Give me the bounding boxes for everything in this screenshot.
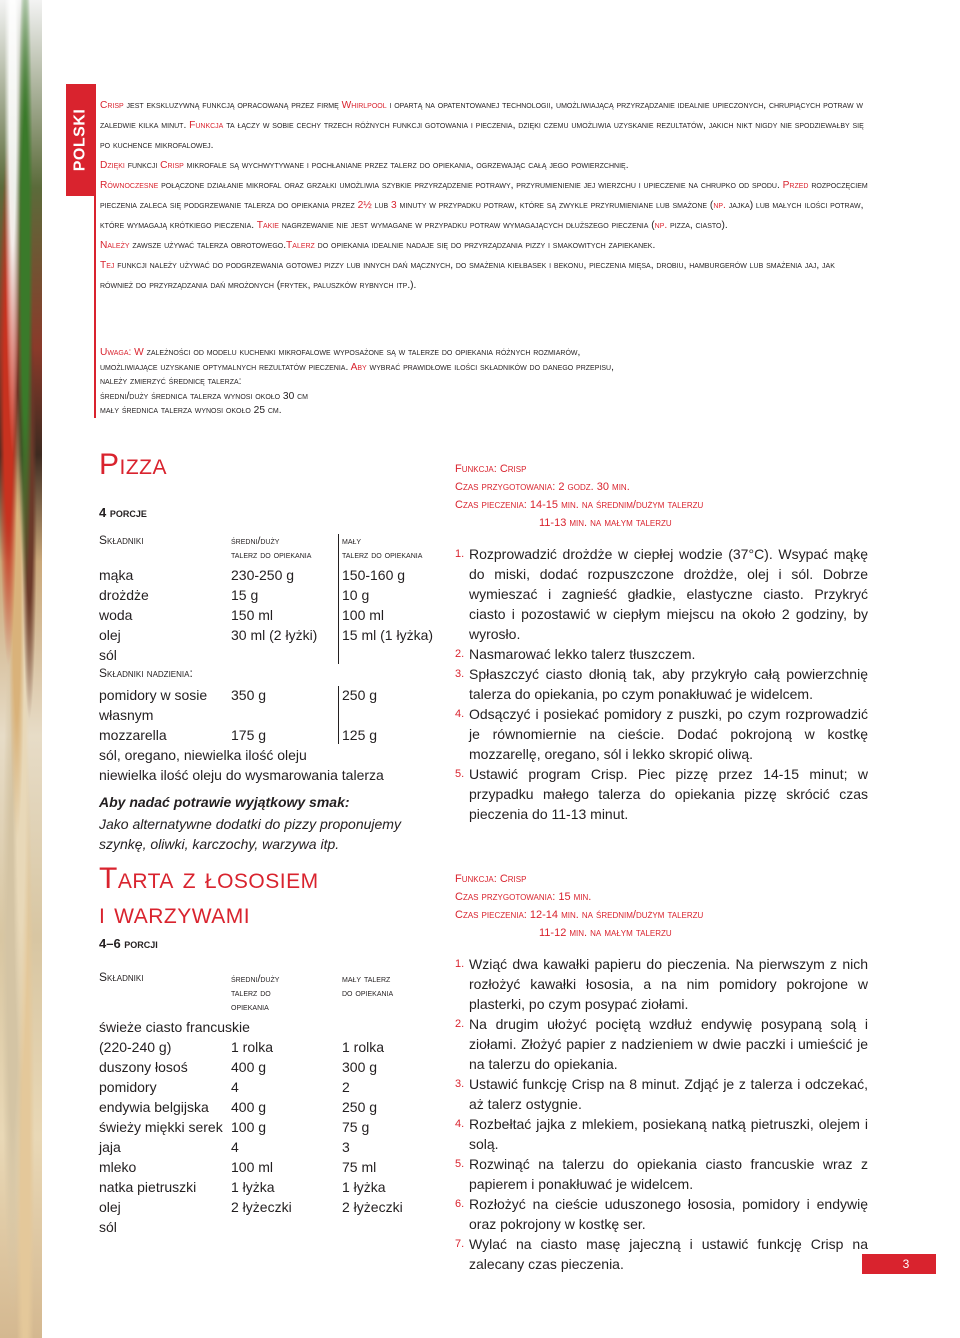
pizza-tip-body: Jako alternatywne dodatki do pizzy proponujemy szynkę, oliwki, karczochy, warzywa itp. (99, 816, 401, 852)
intro-text (100, 96, 870, 296)
pizza-col3-header: mały talerz do opiekania (342, 535, 423, 561)
intro-paragraph: Crisp jest ekskluzywną funkcją opracowaną przez firmę Whirlpool i opartą na opatentowanej technologii, umożliwiającą przyrządzanie idealnie upieczonych, chrupiących potraw w zaledwie kilka minut. Funkcja ta łączy w sobie cechy trzech różnych funkcji gotowania i pieczenia, dzięki czemu umożliwia uzyskanie rezultatów, jakich nikt nigdy nie spodziewałby się po kuchence mikrofalowej. (100, 100, 864, 151)
tarta-ingredients-header: Składniki (99, 970, 144, 984)
tarta-title-line1: Tarta z łososiem (99, 862, 319, 895)
tarta-col2-header: średni/duży talerz do opiekania (231, 973, 280, 1013)
pizza-toppings (99, 685, 449, 785)
ingredient-row: jaja 4 3 (99, 1139, 350, 1155)
recipe-step: 7. Wylać na ciasto masę jajeczną i ustawić funkcję Crisp na zalecany czas pieczenia. (455, 1236, 868, 1272)
pizza-steps (455, 544, 868, 824)
tarta-ingredients (99, 1017, 449, 1237)
tarta-steps (455, 954, 868, 1274)
recipe-step: 2. Na drugim ułożyć pociętą wzdłuż endywię posypaną solą i ziołami. Złożyć papier z nadzieniem w dwie paczki i umieścić je na talerzu do opiekania. (455, 1016, 868, 1072)
intro-paragraph: Równoczesne połączone działanie mikrofal oraz grzałki umożliwia szybkie przyrządzenie potrawy, przyrumienienie jej wierzchu i upieczenie na chrupko od spodu. Przed rozpoczęciem pieczenia zaleca się podgrzewanie talerza do opiekania przez 2½ lub 3 minuty w przypadku potraw, które są zwykle przyrumieniane lub smażone (np. jajka) lub małych ilości potraw, które wymagają krótkiego pieczenia. Takie nagrzewanie nie jest wymagane w przypadku potraw wymagających dłuższego pieczenia (np. pizza, ciasto). (100, 180, 868, 231)
pizza-col2-header: średni/duży talerz do opiekania (231, 535, 312, 561)
pizza-topping-header: Składniki nadzienia: (99, 666, 193, 680)
pizza-tip-title: Aby nadać potrawie wyjątkowy smak: (99, 794, 350, 810)
ingredient-row: natka pietruszki 1 łyżka 1 łyżka (99, 1179, 386, 1195)
recipe-step: 1. Rozprowadzić drożdże w ciepłej wodzie (37°C). Wsypać mąkę do miski, dodać rozpuszczone drożdże, olej i sól. Dobrze wymieszać i zagnieść gładkie, elastyczne ciasto. Przykryć ciasto i pozostawić w ciepłym miejscu na około 2 godziny, by wyrosło. (455, 546, 868, 642)
intro-rule (94, 84, 96, 418)
recipe-step: 1. Wziąć dwa kawałki papieru do pieczenia. Na pierwszym z nich rozłożyć kawałki łososia, a na nim pomidory pokrojone w plasterki, po czym posypać ziołami. (455, 956, 868, 1012)
tarta-portions: 4–6 porcji (99, 936, 158, 951)
pizza-title: Pizza (99, 448, 168, 481)
recipe-step: 4. Odsączyć i posiekać pomidory z puszki, po czym rozprowadzić je równomiernie na cieście. Dodać pokrojoną w kostkę mozzarellę, oregano, sól i lekko skropić oliwą. (455, 706, 868, 762)
language-tab: POLSKI (66, 84, 94, 196)
intro-paragraph: Należy zawsze używać talerza obrotowego.Talerz do opiekania idealnie nadaje się do przyrządzania pizzy i smakowitych zapiekanek. (100, 240, 656, 251)
ingredient-row: mleko 100 ml 75 ml (99, 1159, 377, 1175)
recipe-step: 3. Ustawić funkcję Crisp na 8 minut. Zdjąć je z talerza i odczekać, aż talerz ostygnie. (455, 1076, 868, 1112)
ingredient-row: mozzarella 175 g 125 g (99, 727, 378, 743)
ingredient-row: (220-240 g) 1 rolka 1 rolka (99, 1039, 385, 1055)
intro-note: Uwaga: W zależności od modelu kuchenki mikrofalowe wyposażone są w talerze do opiekania różnych rozmiarów, umożliwiające uzyskanie optymalnych rezultatów pieczenia. Aby wybrać prawidłowe ilości składników do danego przepisu, należy zmierzyć średnicę talerza: średni/duży średnica talerza wynosi około 30 cm mały średnica talerza wynosi około 25 cm. (100, 347, 614, 416)
pizza-ingredients (99, 565, 449, 665)
ingredient-row: mąka 230-250 g 150-160 g (99, 567, 406, 583)
food-photo-strip (0, 0, 42, 1338)
ingredient-row: sól (99, 1219, 117, 1235)
ingredient-row: endywia belgijska 400 g 250 g (99, 1099, 378, 1115)
ingredient-row: pomidory w sosie 350 g 250 g (99, 687, 378, 703)
recipe-step: 5. Ustawić program Crisp. Piec pizzę przez 14-15 minut; w przypadku małego talerza do opiekania pizzę skrócić czas pieczenia do 11-13 minut. (455, 766, 868, 822)
ingredient-row: olej 2 łyżeczki 2 łyżeczki (99, 1199, 403, 1215)
recipe-step: 4. Rozbełtać jajka z mlekiem, posiekaną natką pietruszki, olejem i solą. (455, 1116, 868, 1152)
pizza-ingredients-header: Składniki (99, 533, 144, 547)
ingredient-row: świeże ciasto francuskie (99, 1019, 250, 1035)
ingredient-row: drożdże 15 g 10 g (99, 587, 370, 603)
page-number: 3 (862, 1254, 936, 1274)
ingredient-row: sól (99, 647, 117, 663)
recipe-step: 6. Rozłożyć na cieście uduszonego łososia, pomidory i endywię oraz pokrojony w kostkę ser. (455, 1196, 868, 1232)
recipe-step: 2. Nasmarować lekko talerz tłuszczem. (455, 646, 696, 662)
tarta-col3-header: mały talerz do opiekania (342, 973, 394, 999)
ingredient-row: duszony łosoś 400 g 300 g (99, 1059, 378, 1075)
pizza-portions: 4 porcje (99, 505, 147, 520)
pizza-function-block: Funkcja: Crisp Czas przygotowania: 2 godz. 30 min. Czas pieczenia: 14-15 min. na średnim/dużym talerzu 11-13 min. na małym talerzu (455, 463, 704, 529)
ingredient-row: świeży miękki serek 100 g 75 g (99, 1119, 370, 1135)
intro-paragraph: Dzięki funkcji Crisp mikrofale są wychwytywane i pochłaniane przez talerz do opiekania, ogrzewając całą jego powierzchnię. (100, 160, 629, 171)
ingredient-row: sól, oregano, niewielka ilość oleju (99, 747, 307, 763)
intro-paragraph: Tej funkcji należy używać do podgrzewania gotowej pizzy lub innych dań mącznych, do smażenia kiełbasek i bekonu, pieczenia mięsa, drobiu, hamburgerów lub smażenia jaj, jak również do przyrządzania dań mrożonych (frytek, paluszków rybnych itp.). (100, 260, 835, 291)
recipe-step: 3. Spłaszczyć ciasto dłonią tak, aby przykryło całą powierzchnię talerza do opiekania, po czym ponakłuwać je widelcem. (455, 666, 868, 702)
tarta-title-line2: i warzywami (99, 897, 251, 930)
ingredient-row: własnym (99, 707, 154, 723)
ingredient-row: woda 150 ml 100 ml (99, 607, 385, 623)
ingredient-row: pomidory 4 2 (99, 1079, 350, 1095)
ingredient-row: niewielka ilość oleju do wysmarowania talerza (99, 767, 384, 783)
recipe-step: 5. Rozwinąć na talerzu do opiekania ciasto francuskie wraz z papierem i ponakłuwać je widelcem. (455, 1156, 868, 1192)
ingredient-row: olej 30 ml (2 łyżki) 15 ml (1 łyżka) (99, 627, 434, 643)
tarta-function-block: Funkcja: Crisp Czas przygotowania: 15 min. Czas pieczenia: 12-14 min. na średnim/dużym talerzu 11-12 min. na małym talerzu (455, 873, 704, 939)
